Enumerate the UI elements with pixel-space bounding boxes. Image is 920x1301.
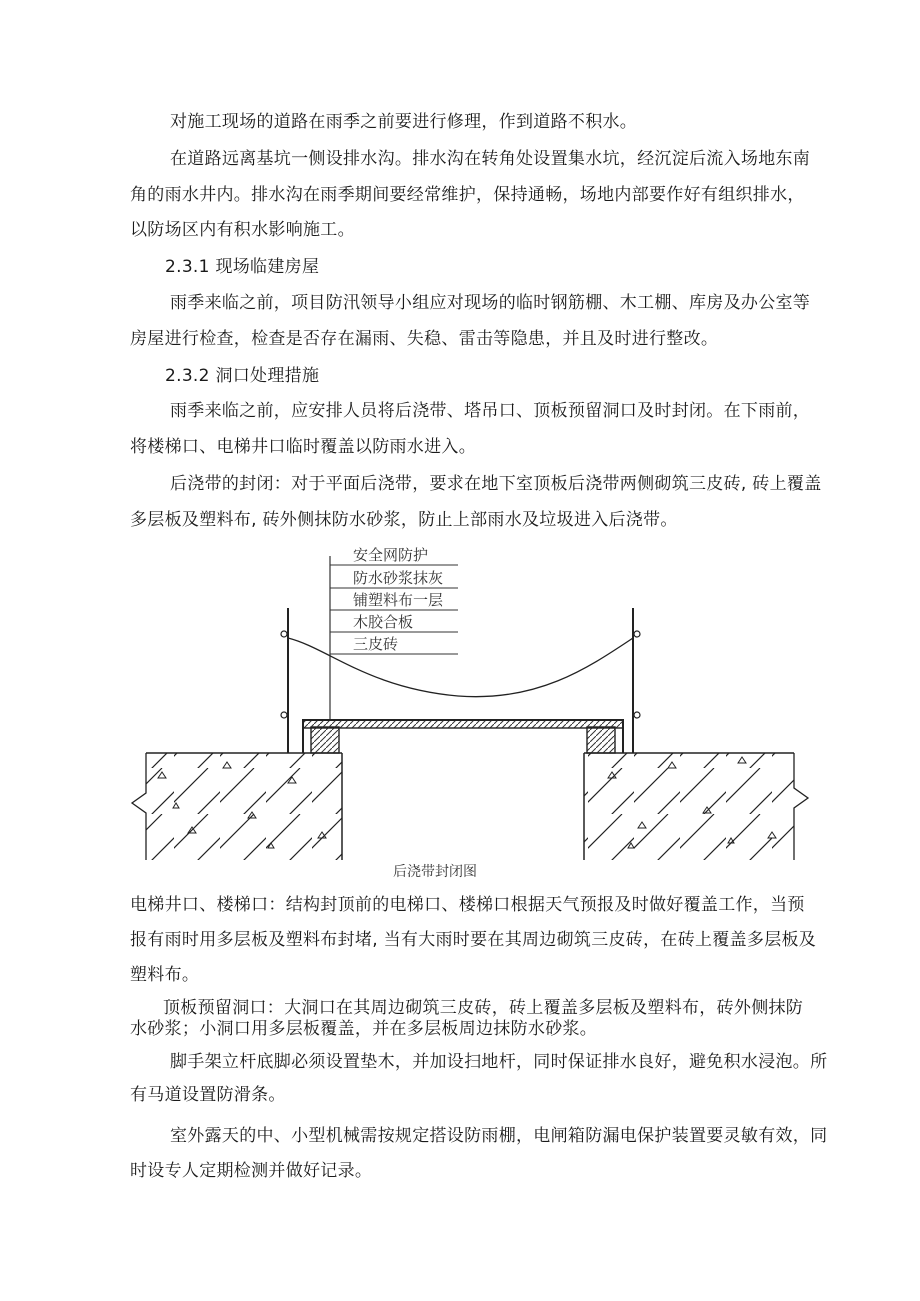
paragraph-line: 水砂浆；小洞口用多层板覆盖，并在多层板周边抹防水砂浆。 — [130, 1019, 598, 1039]
slab-right — [584, 753, 808, 860]
label-safety-net: 安全网防护 — [353, 546, 429, 564]
label-waterproof-mortar: 防水砂浆抹灰 — [353, 569, 444, 587]
paragraph-line: 将楼梯口、电梯井口临时覆盖以防雨水进入。 — [130, 437, 476, 457]
paragraph-line: 雨季来临之前，项目防汛领导小组应对现场的临时钢筋棚、木工棚、库房及办公室等 — [170, 293, 811, 313]
slab-left — [132, 753, 342, 860]
paragraph-line: 报有雨时用多层板及塑料布封堵, 当有大雨时要在其周边砌筑三皮砖，在砖上覆盖多层板及 — [130, 930, 817, 950]
paragraph-line: 塑料布。 — [130, 965, 200, 985]
paragraph-line: 时设专人定期检测并做好记录。 — [130, 1161, 373, 1181]
paragraph-line: 顶板预留洞口：大洞口在其周边砌筑三皮砖，砖上覆盖多层板及塑料布，砖外侧抹防 — [163, 998, 804, 1018]
section-heading: 2.3.2 洞口处理措施 — [165, 366, 320, 386]
figure-caption: 后浇带封闭图 — [393, 864, 477, 880]
paragraph-line: 多层板及塑料布, 砖外侧抹防水砂浆，防止上部雨水及垃圾进入后浇带。 — [130, 510, 678, 530]
paragraph-line: 后浇带的封闭：对于平面后浇带，要求在地下室顶板后浇带两侧砌筑三皮砖, 砖上覆盖 — [170, 474, 822, 494]
label-plywood: 木胶合板 — [353, 613, 414, 631]
paragraph-line: 在道路远离基坑一侧设排水沟。排水沟在转角处设置集水坑，经沉淀后流入场地东南 — [170, 149, 811, 169]
paragraph-line: 对施工现场的道路在雨季之前要进行修理，作到道路不积水。 — [170, 112, 638, 132]
paragraph-line: 有马道设置防滑条。 — [130, 1085, 286, 1105]
paragraph-line: 以防场区内有积水影响施工。 — [130, 220, 355, 240]
paragraph-line: 脚手架立杆底脚必须设置垫木，并加设扫地杆，同时保证排水良好，避免积水浸泡。所 — [170, 1052, 828, 1072]
paragraph-line: 电梯井口、楼梯口：结构封顶前的电梯口、楼梯口根据天气预报及时做好覆盖工作，当预 — [130, 895, 805, 915]
brick-walls — [303, 720, 623, 753]
paragraph-line: 房屋进行检查，检查是否存在漏雨、失稳、雷击等隐患，并且及时进行整改。 — [130, 329, 719, 349]
label-three-bricks: 三皮砖 — [353, 635, 399, 653]
section-heading: 2.3.1 现场临建房屋 — [165, 257, 320, 277]
paragraph-line: 室外露天的中、小型机械需按规定搭设防雨棚，电闸箱防漏电保护装置要灵敏有效，同 — [170, 1126, 828, 1146]
label-plastic-sheet: 铺塑料布一层 — [353, 591, 444, 609]
paragraph-line: 雨季来临之前，应安排人员将后浇带、塔吊口、顶板预留洞口及时封闭。在下雨前， — [170, 401, 811, 421]
paragraph-line: 角的雨水井内。排水沟在雨季期间要经常维护，保持通畅，场地内部要作好有组织排水， — [130, 185, 805, 205]
post-pour-strip-closure-diagram — [128, 538, 810, 860]
